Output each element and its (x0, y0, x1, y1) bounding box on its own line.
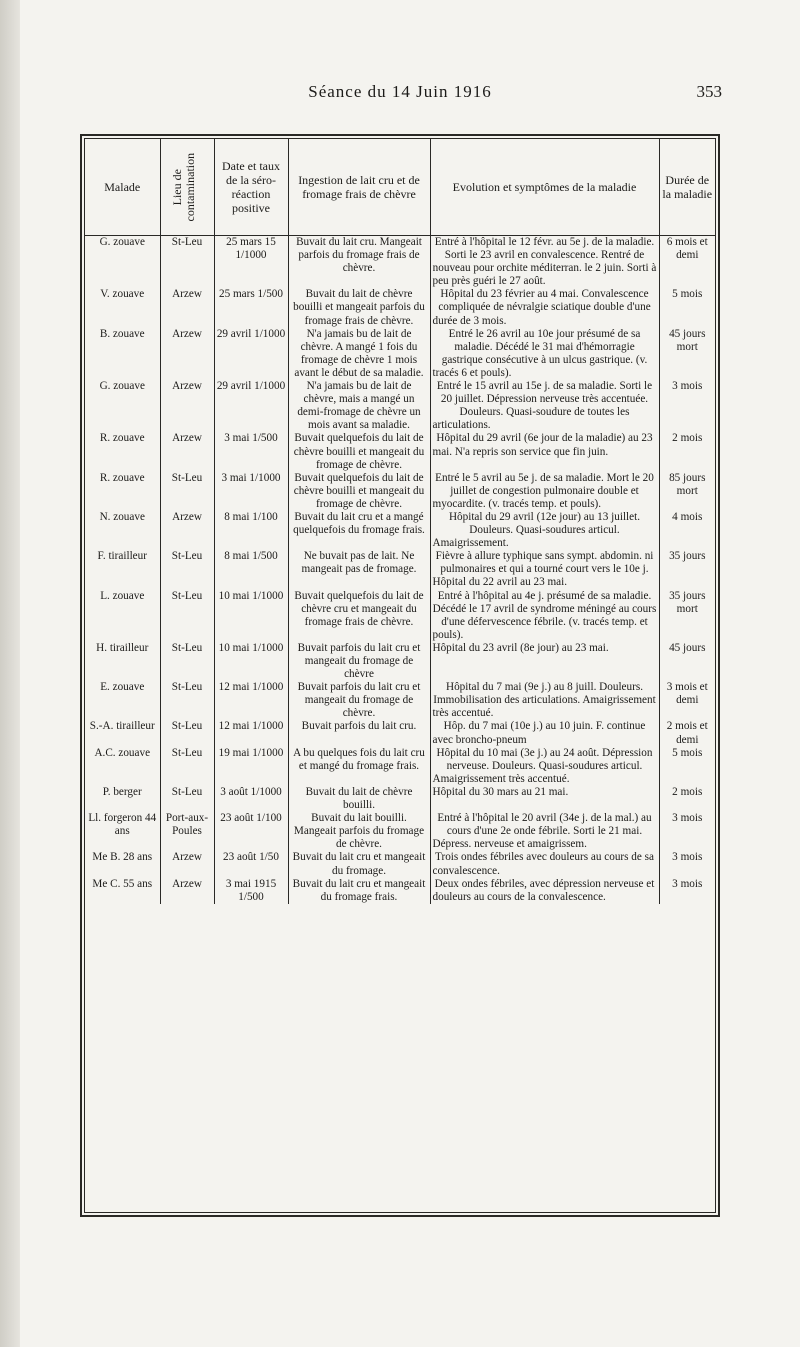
cell-malade: L. zouave (100, 589, 145, 602)
page-number: 353 (696, 82, 722, 101)
cell-malade: E. zouave (100, 681, 145, 694)
cell-ingestion: Buvait parfois du lait cru et mangeait du fromage de chèvre. (288, 681, 430, 720)
cell-lieu: St-Leu (160, 681, 214, 720)
table-body (85, 236, 715, 904)
cell-date: 25 mars 15 1/1000 (214, 236, 288, 289)
cell-malade: Me C. 55 ans (92, 877, 153, 890)
cell-lieu: St-Leu (160, 747, 214, 786)
cell-duree: 3 mois et demi (659, 681, 715, 720)
cell-ingestion: Buvait du lait cru et mangeait du fromage frais. (288, 878, 430, 904)
cell-date: 23 août 1/100 (214, 812, 288, 851)
cell-date: 3 mai 1/500 (214, 432, 288, 471)
cell-lieu: Arzew (160, 878, 214, 904)
cell-malade: Ll. forgeron 44 ans (88, 812, 157, 838)
cell-ingestion: Buvait quelquefois du lait de chèvre cru et mangeait du fromage frais de chèvre. (288, 590, 430, 642)
cell-date: 3 mai 1915 1/500 (214, 878, 288, 904)
cell-evolution: Entré à l'hôpital le 20 avril (34e j. de la mal.) au cours d'une 2e onde fébrile. Sorti le 21 mai. Dépress. nerveuse et amaigrissem. (430, 812, 659, 851)
table-row (85, 786, 715, 812)
cell-ingestion: Buvait du lait de chèvre bouilli. (288, 786, 430, 812)
cell-malade: A.C. zouave (94, 746, 151, 759)
table-header-row (85, 139, 715, 236)
cell-duree: 3 mois (659, 878, 715, 904)
cell-malade: S.-A. tirailleur (89, 720, 155, 733)
cell-date: 23 août 1/50 (214, 851, 288, 877)
cell-lieu: Port-aux-Poules (160, 812, 214, 851)
cell-ingestion: Buvait du lait cru. Mangeait parfois du fromage frais de chèvre. (288, 236, 430, 289)
cell-lieu: Arzew (160, 511, 214, 550)
cell-date: 3 août 1/1000 (214, 786, 288, 812)
cell-duree: 2 mois (659, 432, 715, 471)
cell-ingestion: Buvait quelquefois du lait de chèvre bouilli et mangeait du fromage de chèvre. (288, 472, 430, 511)
cell-malade: R. zouave (99, 432, 145, 445)
cell-malade: Me B. 28 ans (92, 851, 153, 864)
table-row (85, 851, 715, 877)
cell-evolution: Hôp. du 7 mai (10e j.) au 10 juin. F. continue avec broncho-pneum (430, 720, 659, 746)
cell-malade: V. zouave (100, 288, 145, 301)
cell-lieu: Arzew (160, 432, 214, 471)
cell-malade: N. zouave (99, 510, 145, 523)
cell-duree: 45 jours (659, 642, 715, 681)
cell-ingestion: Buvait parfois du lait cru et mangeait du fromage de chèvre (288, 642, 430, 681)
cell-lieu: St-Leu (160, 550, 214, 589)
cell-lieu: St-Leu (160, 236, 214, 289)
cell-duree: 35 jours (659, 550, 715, 589)
cell-lieu: Arzew (160, 851, 214, 877)
cell-ingestion: Buvait quelquefois du lait de chèvre bouilli et mangeait du fromage de chèvre. (288, 432, 430, 471)
cell-lieu: St-Leu (160, 472, 214, 511)
col-header-evolution: Evolution et symptômes de la maladie (430, 139, 659, 236)
cell-date: 12 mai 1/1000 (214, 681, 288, 720)
cell-date: 10 mai 1/1000 (214, 642, 288, 681)
cell-malade: R. zouave (99, 471, 145, 484)
cell-duree: 2 mois (659, 786, 715, 812)
cell-date: 8 mai 1/500 (214, 550, 288, 589)
table-row (85, 681, 715, 720)
cell-date: 29 avril 1/1000 (214, 328, 288, 380)
cell-date: 10 mai 1/1000 (214, 590, 288, 642)
table-row (85, 878, 715, 904)
cell-ingestion: Buvait du lait cru et mangeait du fromage. (288, 851, 430, 877)
cell-malade: P. berger (102, 785, 142, 798)
cell-duree: 3 mois (659, 380, 715, 432)
cell-evolution: Entré le 15 avril au 15e j. de sa maladie. Sorti le 20 juillet. Dépression nerveuse très accentuée. Douleurs. Quasi-soudure de toutes les articulations. (430, 380, 659, 432)
cell-duree: 5 mois (659, 747, 715, 786)
cell-duree: 35 jours mort (659, 590, 715, 642)
table-row (85, 550, 715, 589)
cell-evolution: Hôpital du 29 avril (12e jour) au 13 juillet. Douleurs. Quasi-soudures articul. Amaigrissement. (430, 511, 659, 550)
binding-gutter (0, 0, 20, 1347)
table-row (85, 511, 715, 550)
cell-evolution: Fièvre à allure typhique sans sympt. abdomin. ni pulmonaires et qui a tourné court vers le 10e j. Hôpital du 22 avril au 23 mai. (430, 550, 659, 589)
cell-lieu: St-Leu (160, 590, 214, 642)
cell-duree: 85 jours mort (659, 472, 715, 511)
col-header-date: Date et taux de la séro-réaction positive (214, 139, 288, 236)
col-header-malade: Malade (85, 139, 160, 236)
cell-evolution: Hôpital du 10 mai (3e j.) au 24 août. Dépression nerveuse. Douleurs. Quasi-soudures articul. Amaigrissement très accentué. (430, 747, 659, 786)
cell-lieu: St-Leu (160, 642, 214, 681)
cell-evolution: Entré à l'hôpital le 12 févr. au 5e j. de la maladie. Sorti le 23 avril en convalescence. Rentré de nouveau pour orchite méditerran. le 2 juin. Sorti à peu près guéri le 27 août. (430, 236, 659, 289)
table-row (85, 236, 715, 289)
cell-evolution: Trois ondes fébriles avec douleurs au cours de sa convalescence. (430, 851, 659, 877)
cell-lieu: Arzew (160, 288, 214, 327)
table-row (85, 288, 715, 327)
cell-evolution: Hôpital du 29 avril (6e jour de la maladie) au 23 mai. N'a repris son service que fin juin. (430, 432, 659, 471)
page-header (0, 82, 800, 106)
cell-ingestion: A bu quelques fois du lait cru et mangé du fromage frais. (288, 747, 430, 786)
cell-ingestion: N'a jamais bu de lait de chèvre, mais a mangé un demi-fromage de chèvre un mois avant sa maladie. (288, 380, 430, 432)
cell-duree: 2 mois et demi (659, 720, 715, 746)
cell-lieu: Arzew (160, 328, 214, 380)
table-row (85, 432, 715, 471)
cell-evolution: Hôpital du 30 mars au 21 mai. (430, 786, 659, 812)
cell-evolution: Entré le 5 avril au 5e j. de sa maladie. Mort le 20 juillet de congestion pulmonaire double et myocardite. (v. tracés temp. et pouls). (430, 472, 659, 511)
cell-ingestion: N'a jamais bu de lait de chèvre. A mangé 1 fois du fromage de chèvre 1 mois avant le début de sa maladie. (288, 328, 430, 380)
cell-ingestion: Buvait du lait de chèvre bouilli et mangeait parfois du fromage frais de chèvre. (288, 288, 430, 327)
running-title: Séance du 14 Juin 1916 (308, 82, 492, 101)
cell-duree: 3 mois (659, 812, 715, 851)
cell-malade: F. tirailleur (97, 550, 147, 563)
cell-date: 3 mai 1/1000 (214, 472, 288, 511)
cell-duree: 5 mois (659, 288, 715, 327)
cell-date: 29 avril 1/1000 (214, 380, 288, 432)
cell-malade: B. zouave (99, 327, 145, 340)
cell-lieu: St-Leu (160, 786, 214, 812)
cell-ingestion: Buvait du lait cru et a mangé quelquefois du fromage frais. (288, 511, 430, 550)
cell-evolution: Entré le 26 avril au 10e jour présumé de sa maladie. Décédé le 31 mai d'hémorragie gastrique consécutive à un ulcus gastrique. (v. tracés 6 et pouls). (430, 328, 659, 380)
cell-malade: G. zouave (99, 380, 145, 393)
table-row (85, 472, 715, 511)
cell-malade: G. zouave (99, 236, 145, 248)
cell-evolution: Hôpital du 23 avril (8e jour) au 23 mai. (430, 642, 659, 681)
table-row (85, 380, 715, 432)
cell-ingestion: Buvait du lait bouilli. Mangeait parfois du fromage de chèvre. (288, 812, 430, 851)
table-row (85, 590, 715, 642)
cell-date: 19 mai 1/1000 (214, 747, 288, 786)
cell-date: 8 mai 1/100 (214, 511, 288, 550)
cell-duree: 4 mois (659, 511, 715, 550)
cell-date: 25 mars 1/500 (214, 288, 288, 327)
cell-date: 12 mai 1/1000 (214, 720, 288, 746)
cell-duree: 6 mois et demi (659, 236, 715, 289)
cell-evolution: Entré à l'hôpital au 4e j. présumé de sa maladie. Décédé le 17 avril de syndrome méningé au cours d'une défervescence fébrile. (v. tracés temp. et pouls). (430, 590, 659, 642)
col-header-ingestion: Ingestion de lait cru et de fromage frais de chèvre (288, 139, 430, 236)
cell-ingestion: Ne buvait pas de lait. Ne mangeait pas de fromage. (288, 550, 430, 589)
cell-ingestion: Buvait parfois du lait cru. (288, 720, 430, 746)
cell-duree: 45 jours mort (659, 328, 715, 380)
cell-evolution: Deux ondes fébriles, avec dépression nerveuse et douleurs au cours de la convalescence. (430, 878, 659, 904)
table-row (85, 642, 715, 681)
cell-evolution: Hôpital du 7 mai (9e j.) au 8 juill. Douleurs. Immobilisation des articulations. Amaigrissement très accentué. (430, 681, 659, 720)
col-header-lieu-label: Lieu de contamination (170, 152, 198, 222)
cell-lieu: Arzew (160, 380, 214, 432)
table-row (85, 812, 715, 851)
table-row (85, 720, 715, 746)
cases-table (85, 139, 715, 904)
table-row (85, 747, 715, 786)
cell-malade: H. tirailleur (96, 641, 149, 654)
col-header-lieu (160, 139, 214, 236)
cell-lieu: St-Leu (160, 720, 214, 746)
col-header-duree: Durée de la maladie (659, 139, 715, 236)
cell-duree: 3 mois (659, 851, 715, 877)
table-row (85, 328, 715, 380)
cell-evolution: Hôpital du 23 février au 4 mai. Convalescence compliquée de névralgie sciatique double d'une durée de 3 mois. (430, 288, 659, 327)
